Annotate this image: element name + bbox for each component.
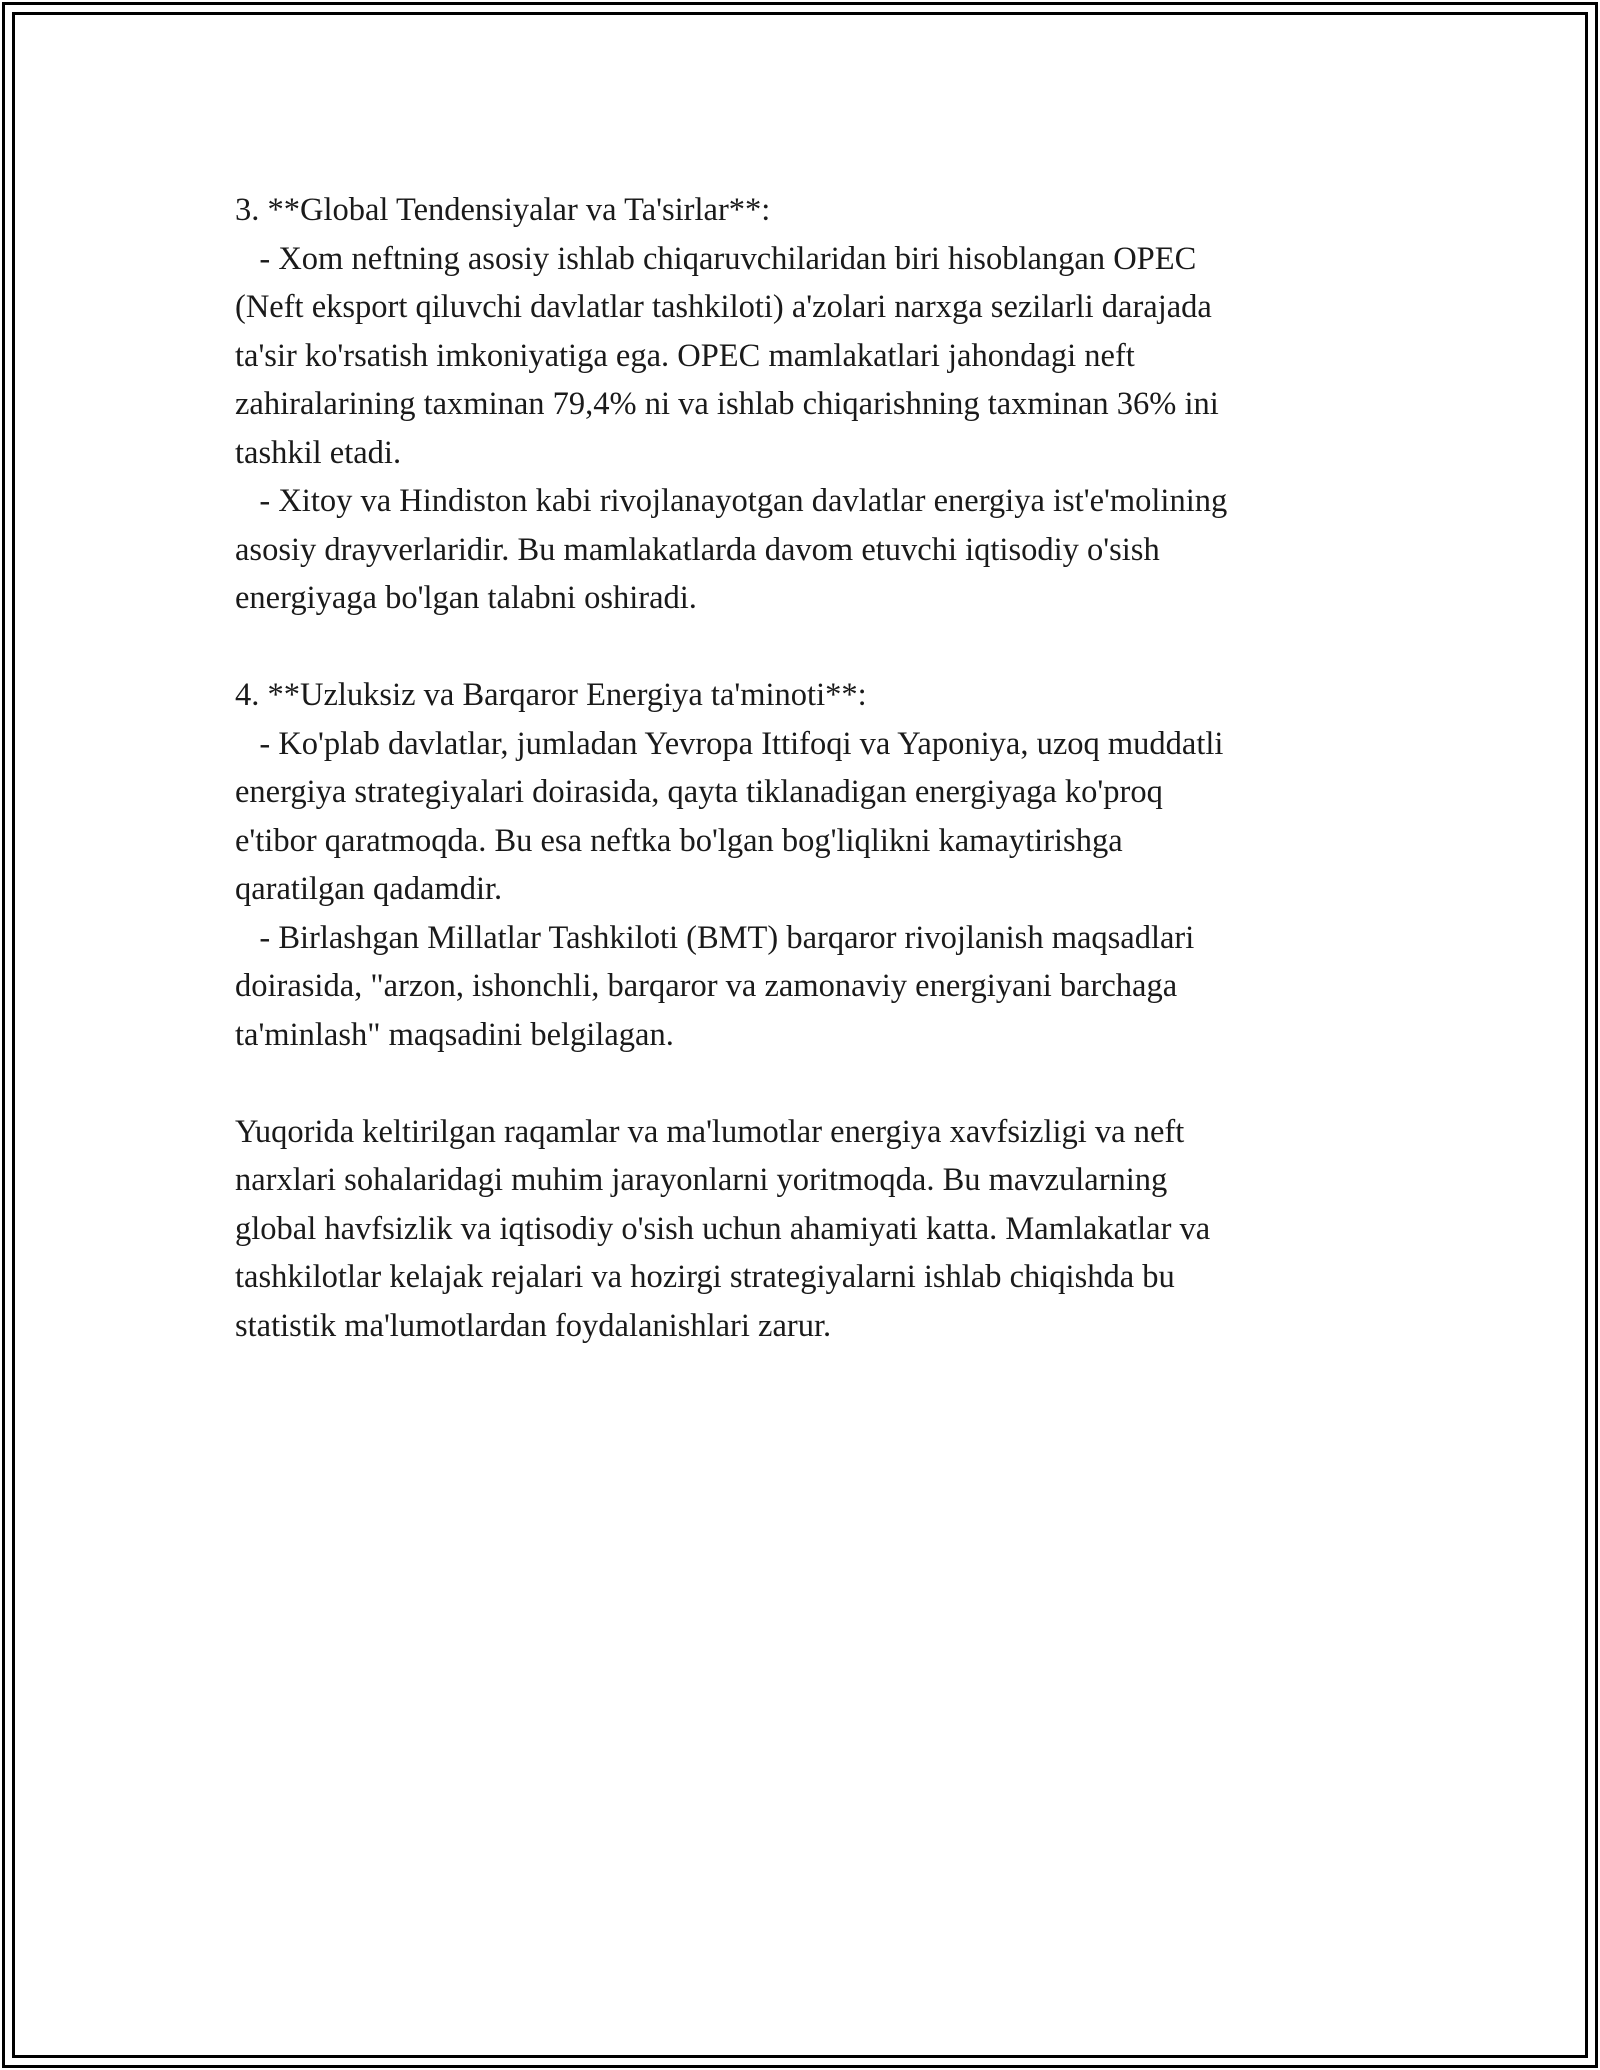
document-body: [235, 186, 1375, 1350]
text-line: tashkil etadi.: [235, 434, 402, 471]
text-line: energiya strategiyalari doirasida, qayta tiklanadigan energiyaga ko'proq: [235, 774, 1163, 810]
text-line: - Xom neftning asosiy ishlab chiqaruvchilaridan biri hisoblangan OPEC: [235, 240, 1197, 277]
blank-line: [235, 1059, 1375, 1108]
text-line: qaratilgan qadamdir.: [235, 871, 503, 907]
text-line: ta'minlash" maqsadini belgilagan.: [235, 1016, 674, 1053]
text-line: energiyaga bo'lgan talabni oshiradi.: [235, 580, 697, 616]
section-4-heading: 4. **Uzluksiz va Barqaror Energiya ta'minoti**:: [235, 677, 867, 713]
text-line: (Neft eksport qiluvchi davlatlar tashkiloti) a'zolari narxga sezilarli darajada: [235, 289, 1212, 325]
text-line: - Xitoy va Hindiston kabi rivojlanayotgan davlatlar energiya ist'e'molining: [235, 483, 1228, 519]
text-line: - Birlashgan Millatlar Tashkiloti (BMT) barqaror rivojlanish maqsadlari: [235, 919, 1195, 956]
blank-line: [235, 623, 1375, 672]
conclusion-line: tashkilotlar kelajak rejalari va hozirgi strategiyalarni ishlab chiqishda bu: [235, 1259, 1175, 1295]
conclusion-line: Yuqorida keltirilgan raqamlar va ma'lumotlar energiya xavfsizligi va neft: [235, 1113, 1185, 1150]
text-line: - Ko'plab davlatlar, jumladan Yevropa Ittifoqi va Yaponiya, uzoq muddatli: [235, 725, 1224, 762]
text-line: asosiy drayverlaridir. Bu mamlakatlarda davom etuvchi iqtisodiy o'sish: [235, 531, 1160, 568]
conclusion-line: global havfsizlik va iqtisodiy o'sish uchun ahamiyati katta. Mamlakatlar va: [235, 1210, 1211, 1247]
section-3-heading: 3. **Global Tendensiyalar va Ta'sirlar**:: [235, 192, 771, 228]
text-line: doirasida, "arzon, ishonchli, barqaror va zamonaviy energiyani barchaga: [235, 968, 1178, 1004]
text-line: e'tibor qaratmoqda. Bu esa neftka bo'lgan bog'liqlikni kamaytirishga: [235, 822, 1123, 859]
text-line: zahiralarining taxminan 79,4% ni va ishlab chiqarishning taxminan 36% ini: [235, 386, 1219, 422]
conclusion-line: statistik ma'lumotlardan foydalanishlari zarur.: [235, 1307, 832, 1344]
text-line: ta'sir ko'rsatish imkoniyatiga ega. OPEC mamlakatlari jahondagi neft: [235, 337, 1135, 374]
conclusion-line: narxlari sohalaridagi muhim jarayonlarni yoritmoqda. Bu mavzularning: [235, 1162, 1168, 1198]
